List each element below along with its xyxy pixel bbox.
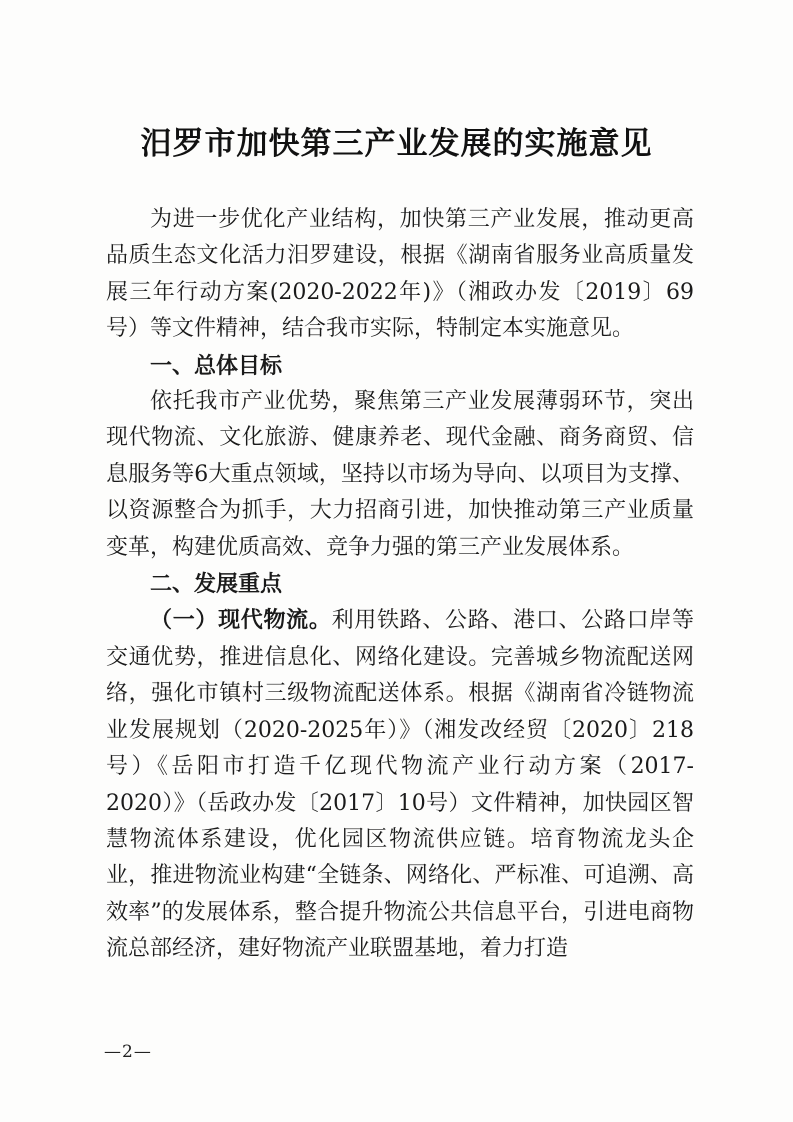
intro-paragraph: 为进一步优化产业结构，加快第三产业发展，推动更高品质生态文化活力汨罗建设，根据《湖南省服务业高质量发展三年行动方案(2020-2022年)》（湘政办发〔2019〕69号）等文件精神，结合我市实际，特制定本实施意见。 <box>106 207 694 342</box>
page-number: —2— <box>104 1042 152 1062</box>
section-heading-overall-goals: 一、总体目标 <box>150 352 283 379</box>
overall-goals-paragraph: 依托我市产业优势，聚焦第三产业发展薄弱环节，突出现代物流、文化旅游、健康养老、现代金融、商务商贸、信息服务等6大重点领域，坚持以市场为导向、以项目为支撑、以资源整合为抓手，大力招商引进，加快推动第三产业质量变革，构建优质高效、竞争力强的第三产业发展体系。 <box>106 389 694 560</box>
document-title: 汨罗市加快第三产业发展的实施意见 <box>140 126 653 162</box>
modern-logistics-text: 利用铁路、公路、港口、公路口岸等交通优势，推进信息化、网络化建设。完善城乡物流配送网络，强化市镇村三级物流配送体系。根据《湖南省冷链物流业发展规划（2020-2025年）》（湘发改经贸〔2020〕218号）《岳阳市打造千亿现代物流产业行动方案（2017-2020）》（岳政办发〔2017〕10号）文件精神，加快园区智慧物流体系建设，优化园区物流供应链。培育物流龙头企业，推进物流业构建“全链条、网络化、严标准、可追溯、高效率”的发展体系，整合提升物流公共信息平台，引进电商物流总部经济，建好物流产业联盟基地，着力打造 <box>106 608 694 962</box>
modern-logistics-paragraph <box>106 602 694 967</box>
subsection-heading-modern-logistics: （一）现代物流。 <box>150 607 332 634</box>
document-body <box>106 202 694 968</box>
section-heading-development-focus: 二、发展重点 <box>150 571 283 598</box>
